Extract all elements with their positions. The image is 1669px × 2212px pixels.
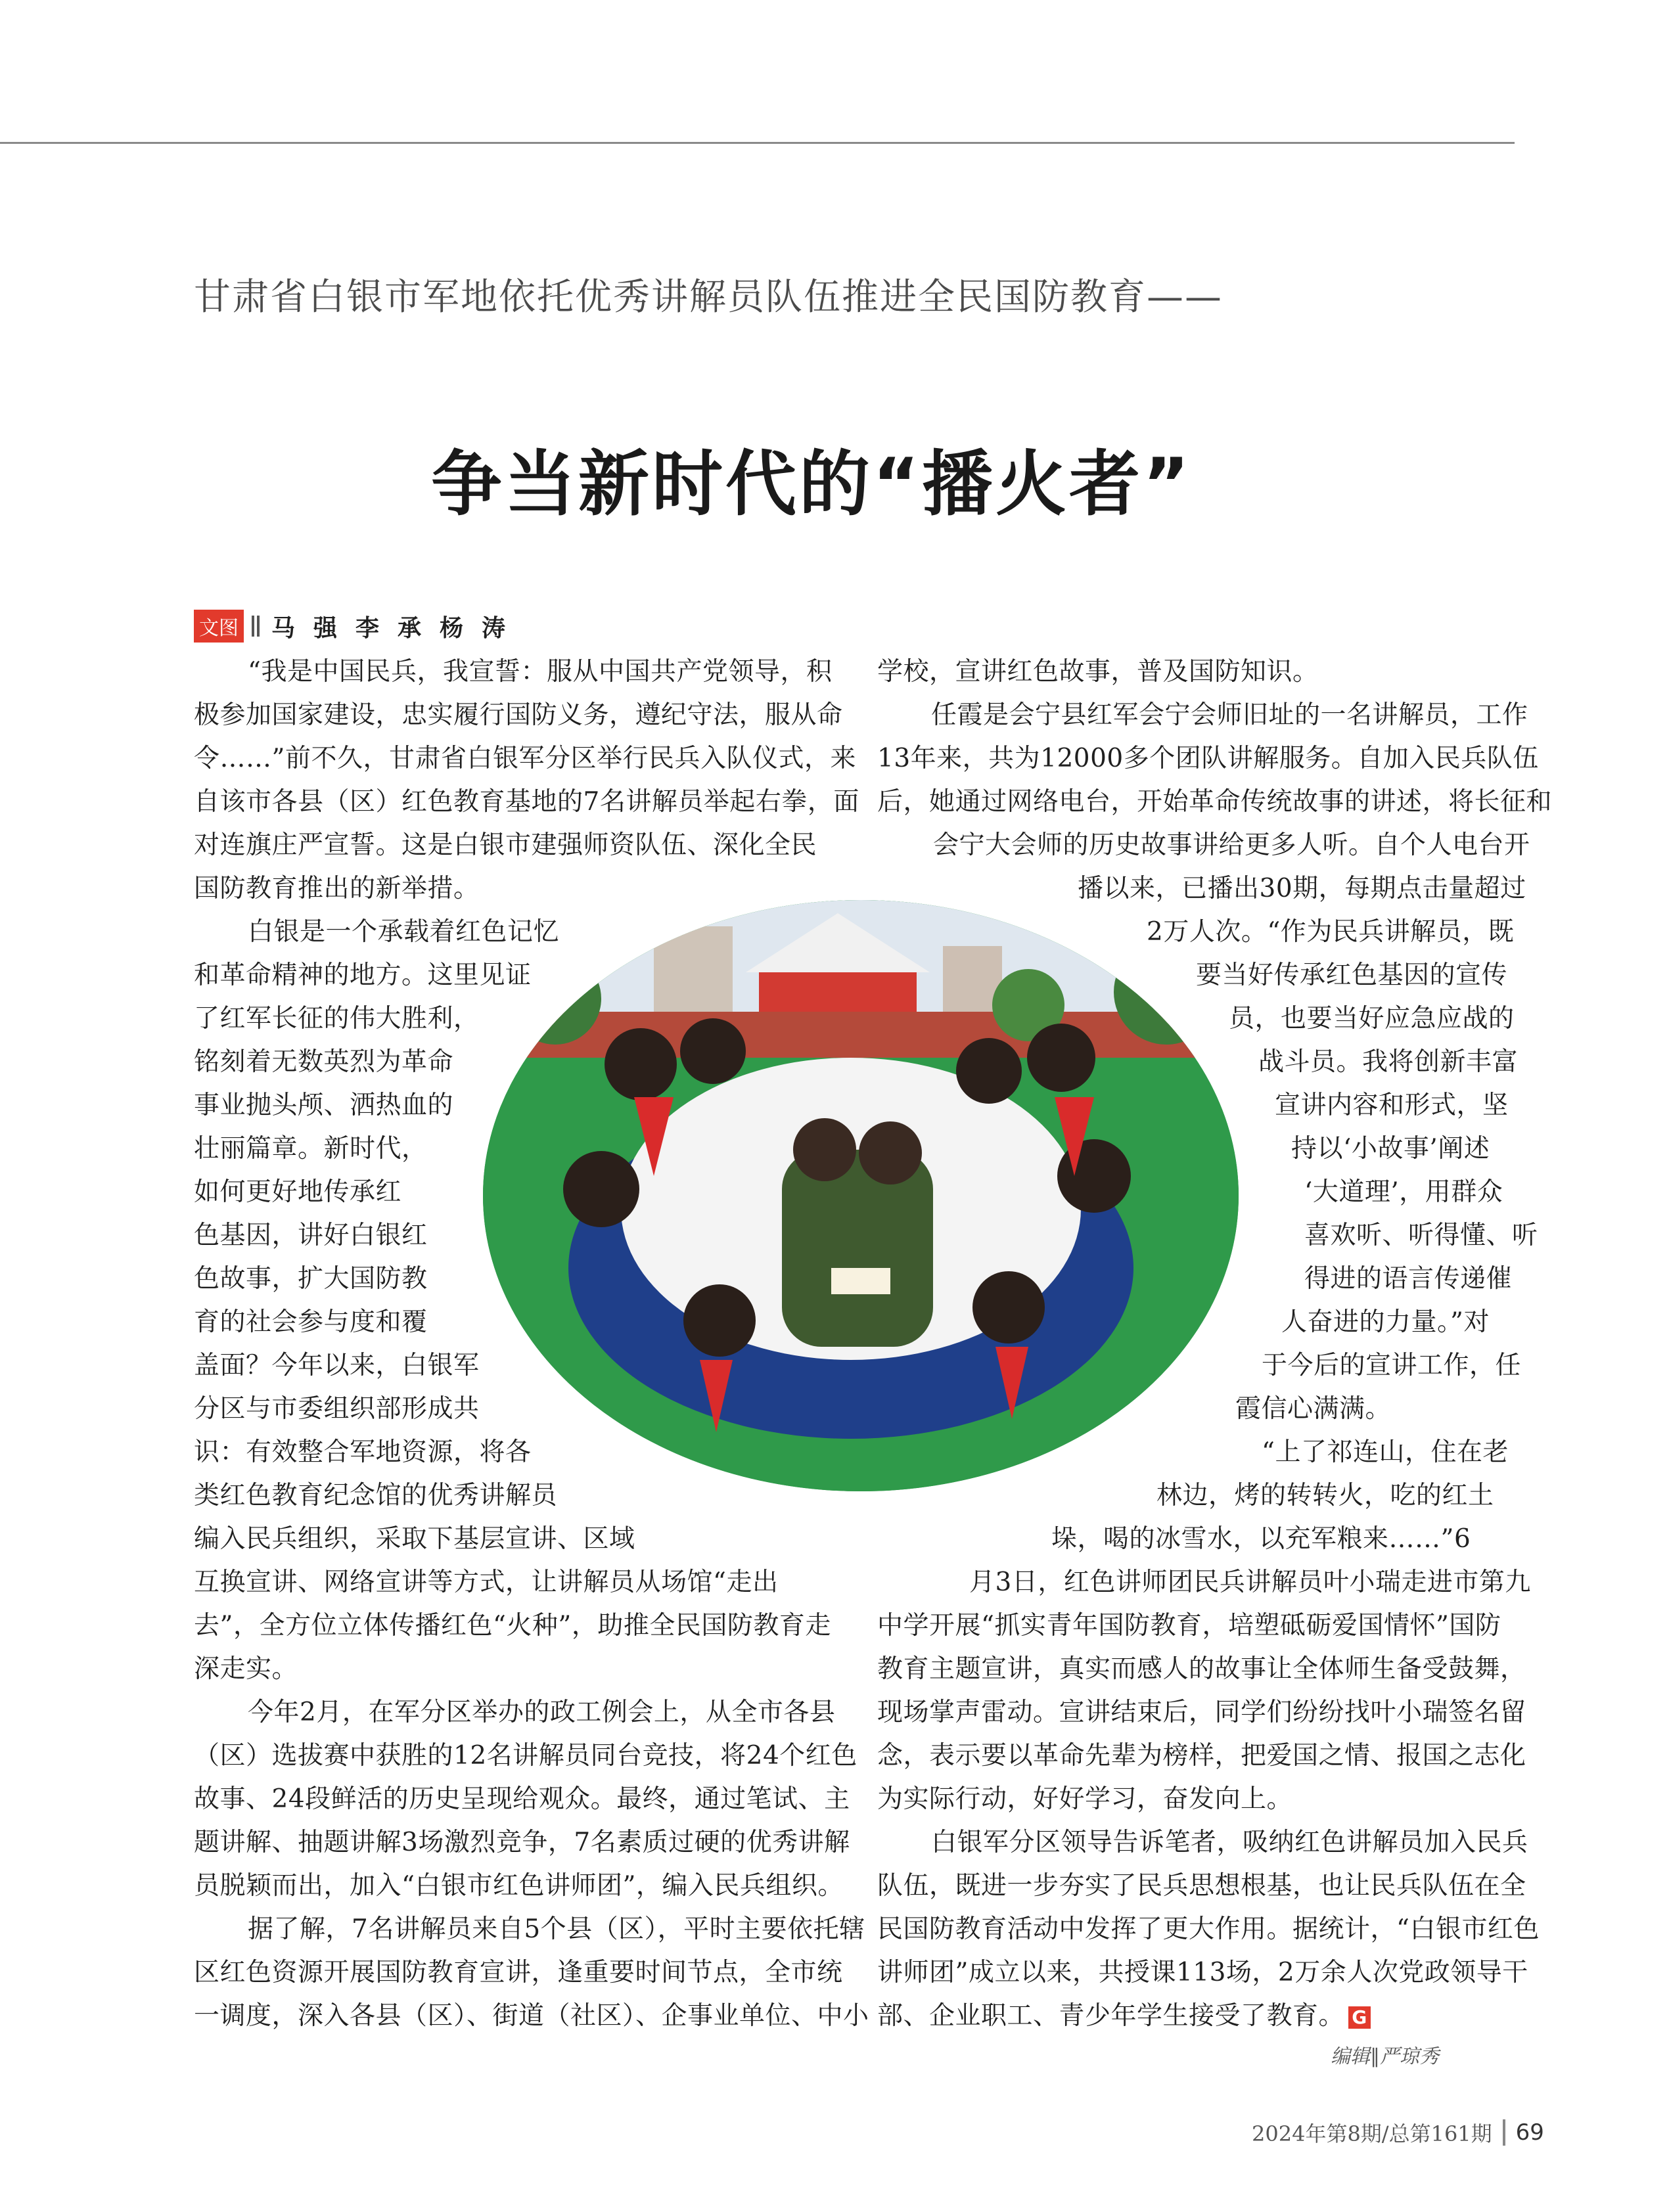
body-line: 人奋进的力量。”对 <box>1281 1307 1490 1337</box>
body-line: 念，表示要以革命先辈为榜样，把爱国之情、报国之志化 <box>877 1741 1526 1771</box>
body-line: 今年2月，在军分区举办的政工例会上，从全市各县 <box>248 1698 836 1727</box>
body-line: 色故事，扩大国防教 <box>194 1264 428 1294</box>
article-photo <box>483 900 1239 1491</box>
photo-illustration <box>483 900 1239 1491</box>
body-line: 中学开展“抓实青年国防教育，培塑砥砺爱国情怀”国防 <box>877 1611 1501 1640</box>
body-line: 讲师团”成立以来，共授课113场，2万余人次党政领导干 <box>877 1958 1528 1987</box>
body-line: 员，也要当好应急应战的 <box>1229 1004 1515 1033</box>
byline-divider <box>257 616 260 637</box>
body-line: 白银是一个承载着红色记忆 <box>248 917 560 947</box>
body-line: 事业抛头颅、洒热血的 <box>194 1091 454 1120</box>
body-line: “我是中国民兵，我宣誓：服从中国共产党领导，积 <box>248 657 833 687</box>
body-line: 任霞是会宁县红军会宁会师旧址的一名讲解员，工作 <box>931 700 1528 730</box>
byline-authors: 马强李承杨涛 <box>271 614 524 642</box>
body-line-text: 部、企业职工、青少年学生接受了教育。 <box>877 2001 1345 2031</box>
body-line <box>877 1995 1371 2038</box>
body-line: 令……”前不久，甘肃省白银军分区举行民兵入队仪式，来 <box>194 744 856 773</box>
body-line: 队伍，既进一步夯实了民兵思想根基，也让民兵队伍在全 <box>877 1871 1526 1901</box>
body-line: 垛，喝的冰雪水，以充军粮来……”6 <box>1051 1524 1471 1554</box>
body-line: 民国防教育活动中发挥了更大作用。据统计，“白银市红色 <box>877 1914 1540 1944</box>
body-line: 白银军分区领导告诉笔者，吸纳红色讲解员加入民兵 <box>931 1828 1528 1857</box>
body-line: 月3日，红色讲师团民兵讲解员叶小瑞走进市第九 <box>969 1568 1531 1597</box>
body-line: 编入民兵组织，采取下基层宣讲、区域 <box>194 1524 635 1554</box>
body-line: 铭刻着无数英烈为革命 <box>194 1047 454 1077</box>
body-line: 去”，全方位立体传播红色“火种”，助推全民国防教育走 <box>194 1611 831 1640</box>
body-line: 如何更好地传承红 <box>194 1177 402 1207</box>
end-mark-icon: G <box>1348 2006 1371 2029</box>
body-line: 分区与市委组织部形成共 <box>194 1394 480 1424</box>
body-line: 13年来，共为12000多个团队讲解服务。自加入民兵队伍 <box>877 744 1539 773</box>
footer-divider <box>1503 2119 1505 2146</box>
body-line: 喜欢听、听得懂、听 <box>1304 1221 1538 1250</box>
body-line: 国防教育推出的新举措。 <box>194 874 480 903</box>
body-line: 互换宣讲、网络宣讲等方式，让讲解员从场馆“走出 <box>194 1568 779 1597</box>
body-line: 教育主题宣讲，真实而感人的故事让全体师生备受鼓舞， <box>877 1654 1526 1684</box>
body-line: 现场掌声雷动。宣讲结束后，同学们纷纷找叶小瑞签名留 <box>877 1698 1526 1727</box>
byline-divider <box>252 616 254 637</box>
kicker: 甘肃省白银市军地依托优秀讲解员队伍推进全民国防教育—— <box>194 276 1223 319</box>
body-line: 持以‘小故事’阐述 <box>1291 1134 1490 1163</box>
body-line: （区）选拔赛中获胜的12名讲解员同台竞技，将24个红色 <box>194 1741 857 1771</box>
body-line: 题讲解、抽题讲解3场激烈竞争，7名素质过硬的优秀讲解 <box>194 1828 850 1857</box>
body-line: 后，她通过网络电台，开始革命传统故事的讲述，将长征和 <box>877 787 1553 817</box>
body-line: 和革命精神的地方。这里见证 <box>194 960 532 990</box>
body-line: 学校，宣讲红色故事，普及国防知识。 <box>877 657 1319 687</box>
body-line: 类红色教育纪念馆的优秀讲解员 <box>194 1481 558 1510</box>
body-line: 色基因，讲好白银红 <box>194 1221 428 1250</box>
body-line: 林边，烤的转转火，吃的红土 <box>1156 1481 1494 1510</box>
body-line: 壮丽篇章。新时代， <box>194 1134 428 1163</box>
body-line: 故事、24段鲜活的历史呈现给观众。最终，通过笔试、主 <box>194 1784 850 1814</box>
body-line: 战斗员。我将创新丰富 <box>1258 1047 1519 1077</box>
byline <box>194 610 524 643</box>
body-line: 要当好传承红色基因的宣传 <box>1196 960 1508 990</box>
body-line: 识：有效整合军地资源，将各 <box>194 1437 532 1467</box>
body-line: 育的社会参与度和覆 <box>194 1307 428 1337</box>
body-line: 自该市各县（区）红色教育基地的7名讲解员举起右拳，面 <box>194 787 859 817</box>
body-line: 据了解，7名讲解员来自5个县（区），平时主要依托辖 <box>248 1914 865 1944</box>
body-line: 播以来，已播出30期，每期点击量超过 <box>1078 874 1526 903</box>
body-line: 会宁大会师的历史故事讲给更多人听。自个人电台开 <box>933 830 1530 860</box>
editor-credit: 编辑∥严琼秀 <box>1331 2045 1439 2068</box>
body-line: 区红色资源开展国防教育宣讲，逢重要时间节点，全市统 <box>194 1958 843 1987</box>
issue-info: 2024年第8期/总第161期 <box>1252 2121 1492 2146</box>
body-line: 盖面？今年以来，白银军 <box>194 1351 480 1380</box>
body-line: ‘大道理’，用群众 <box>1304 1177 1503 1207</box>
byline-tag: 文图 <box>194 610 244 643</box>
headline: 争当新时代的“播火者” <box>431 443 1192 526</box>
body-line: 2万人次。“作为民兵讲解员，既 <box>1147 917 1515 947</box>
body-line: 员脱颖而出，加入“白银市红色讲师团”，编入民兵组织。 <box>194 1871 844 1901</box>
body-line: 为实际行动，好好学习，奋发向上。 <box>877 1784 1293 1814</box>
body-line: 深走实。 <box>194 1654 298 1684</box>
body-line: 一调度，深入各县（区）、街道（社区）、企事业单位、中小 <box>194 2001 869 2031</box>
page-footer <box>1252 2117 1544 2148</box>
body-line: 了红军长征的伟大胜利， <box>194 1004 480 1033</box>
body-line: 宣讲内容和形式，坚 <box>1275 1091 1509 1120</box>
page-number: 69 <box>1515 2119 1544 2146</box>
body-line: 极参加国家建设，忠实履行国防义务，遵纪守法，服从命 <box>194 700 843 730</box>
body-line: 对连旗庄严宣誓。这是白银市建强师资队伍、深化全民 <box>194 830 817 860</box>
top-rule <box>0 142 1515 144</box>
body-line: “上了祁连山，住在老 <box>1262 1437 1509 1467</box>
body-line: 得进的语言传递催 <box>1304 1264 1513 1294</box>
body-line: 霞信心满满。 <box>1235 1394 1392 1424</box>
body-line: 于今后的宣讲工作，任 <box>1262 1351 1522 1380</box>
